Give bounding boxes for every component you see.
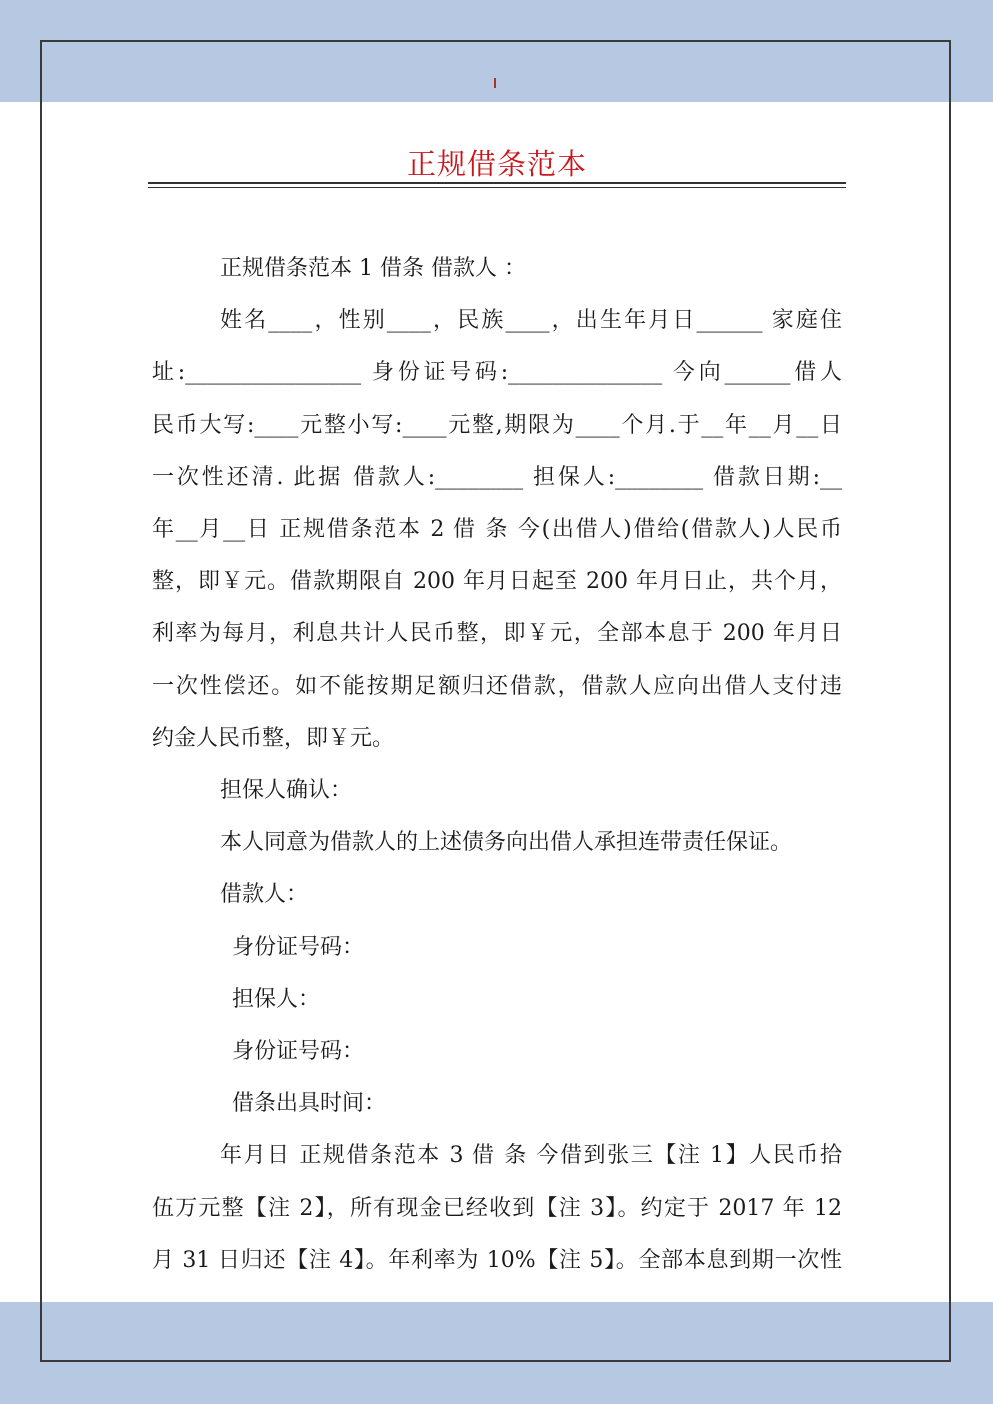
body-line: 伍万元整【注 2】，所有现金已经收到【注 3】。约定于 2017 年 12 [152,1195,842,1221]
body-line: 月 31 日归还【注 4】。年利率为 10%【注 5】。全部本息到期一次性 [152,1247,842,1273]
document-body [152,243,842,1287]
body-line: 利率为每月，利息共计人民币整，即￥元，全部本息于 200 年月日 [152,621,842,647]
body-line: 一次性偿还。如不能按期足额归还借款，借款人应向出借人支付违 [152,673,842,699]
bottom-color-band [0,1302,993,1404]
body-line: 身份证号码： [232,1039,365,1065]
body-line: 址:________________ 身份证号码:______________ 今向______借人 [152,360,842,386]
title-rule-thin [148,187,846,188]
body-line: 姓名____，性别____，民族____，出生年月日______ 家庭住 [220,308,842,334]
title-rule-thick [148,182,846,184]
body-line: 借款人： [220,882,309,908]
body-line: 整，即￥元。借款期限自 200 年月日起至 200 年月日止，共个月， [152,569,842,595]
body-line: 年月日 正规借条范本 3 借 条 今借到张三【注 1】人民币拾 [220,1143,842,1169]
body-line: 借条出具时间： [232,1091,387,1117]
body-line: 约金人民币整，即￥元。 [152,725,395,751]
body-line: 本人同意为借款人的上述债务向出借人承担连带责任保证。 [220,830,793,856]
body-line: 担保人确认： [220,778,353,804]
body-line: 身份证号码： [232,934,365,960]
body-line: 一次性还清. 此据 借款人:________ 担保人:________ 借款日期:__ [152,464,842,490]
document-title: 正规借条范本 [406,147,587,181]
body-line: 担保人： [232,986,321,1012]
top-color-band [0,0,993,102]
header-mark [494,78,496,88]
body-line: 正规借条范本 1 借条 借款人 ： [220,256,526,281]
body-line: 民币大写:____元整小写:____元整,期限为____个月.于__年__月__日 [152,412,842,438]
body-line: 年__月__日 正规借条范本 2 借 条 今(出借人)借给(借款人)人民币 [152,517,842,543]
